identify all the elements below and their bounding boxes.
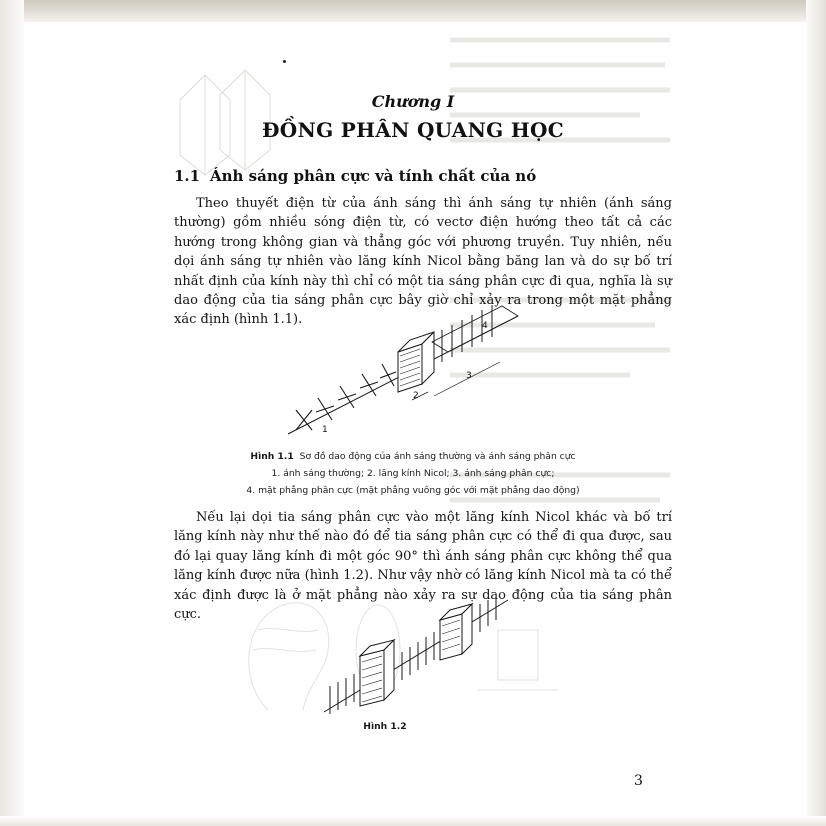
figure-1-1-caption-line-3: 4. mặt phẳng phân cực (mặt phẳng vuông góc với mặt phẳng dao động)	[246, 485, 580, 496]
figure-1-1-caption-line-1	[0, 448, 826, 466]
section-number: 1.1	[174, 167, 201, 185]
figure-1-1-label-2: 2	[413, 391, 419, 401]
section-heading	[174, 167, 536, 185]
page-bottom-edge	[0, 816, 826, 826]
figure-1-2	[318, 596, 514, 720]
chapter-label: Chương I	[371, 92, 455, 111]
figure-1-1-caption-line-2: 1. ánh sáng thường; 2. lăng kính Nicol; 3. ánh sáng phân cực;	[271, 468, 555, 479]
figure-1-1-caption-label: Hình 1.1	[250, 451, 294, 462]
figure-1-1-label-3: 3	[466, 371, 472, 381]
chapter-title: ĐỒNG PHÂN QUANG HỌC	[262, 118, 564, 142]
figure-1-1	[282, 300, 522, 440]
figure-1-1-label-4: 4	[482, 321, 488, 331]
paragraph-2-text: Nếu lại dọi tia sáng phân cực vào một lăng kính Nicol khác và bố trí lăng kính này như thế nào đó để tia sáng phân cực có thể đi qua được, sau đó lại quay lăng kính đi một góc 90° thì ánh sáng phân cực không thể qua lăng kính được nữa (hình 1.2). Như vậy nhờ có lăng kính Nicol mà ta có thể xác định được là ở mặt phẳng nào xảy ra sự dao động của tia sáng phân cực.	[174, 510, 672, 623]
figure-1-1-caption-title: Sơ đồ dao động của ánh sáng thường và ánh sáng phân cực	[299, 451, 576, 462]
paragraph-1-text: Theo thuyết điện từ của ánh sáng thì ánh sáng tự nhiên (ánh sáng thường) gồm nhiều sóng điện từ, có vectơ điện hướng theo tất cả các hướng trong không gian và thẳng góc với phương truyền. Tuy nhiên, nếu dọi ánh sáng tự nhiên vào lăng kính Nicol bằng băng lan và do sự bố trí nhất định của kính này thì chỉ có một tia sáng phân cực đi qua, nghĩa là sự dao động của tia sáng phân cực bây giờ chỉ xảy ra trong một mặt phẳng xác định (hình 1.1).	[174, 196, 672, 328]
page-top-edge	[0, 0, 826, 22]
stray-dot	[283, 60, 286, 63]
figure-1-2-caption	[0, 718, 798, 736]
section-title: Ánh sáng phân cực và tính chất của nó	[210, 167, 537, 185]
page-number: 3	[634, 773, 643, 789]
figure-1-2-caption-label: Hình 1.2	[363, 721, 407, 732]
figure-1-1-label-1: 1	[322, 425, 328, 435]
